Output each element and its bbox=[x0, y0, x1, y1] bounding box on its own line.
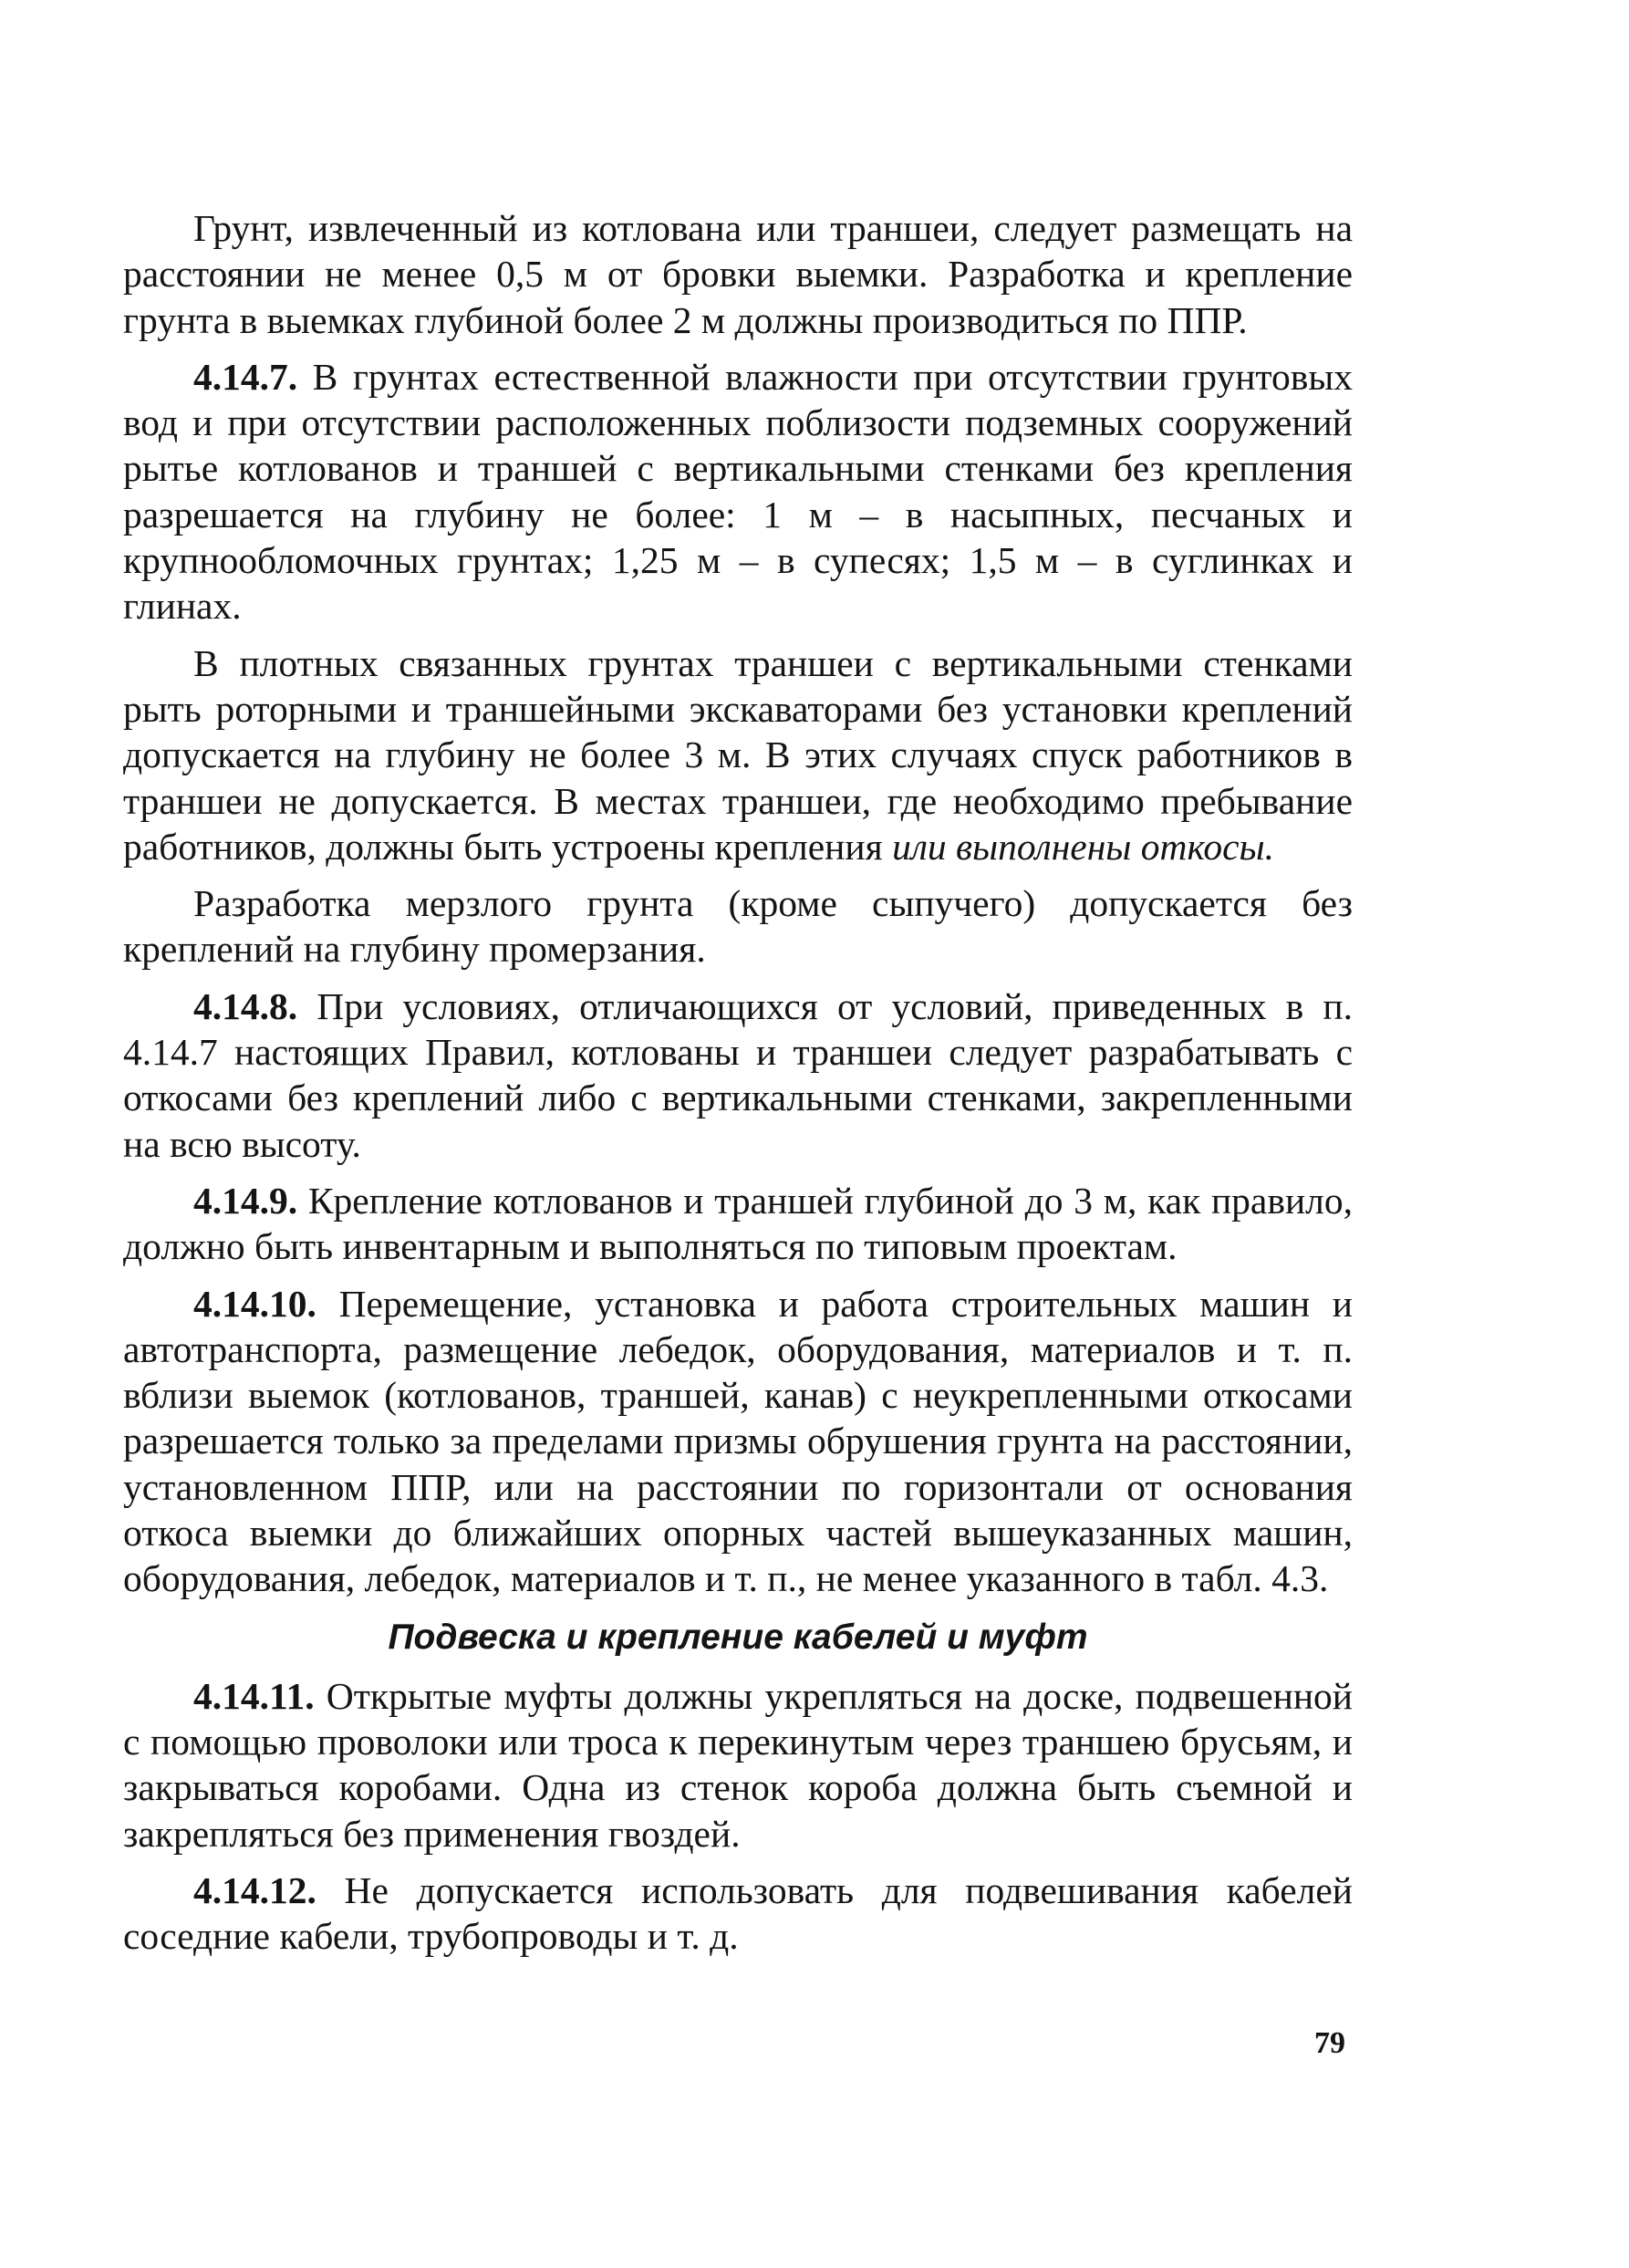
section-heading: Подвеска и крепление кабелей и муфт bbox=[388, 1617, 1088, 1657]
paragraph-text: При условиях, отличающихся от условий, приведенных в п. 4.14.7 настоящих Правил, котлованы и траншеи следует разрабатывать с откосами без креплений либо с вертикальными стенками, закрепленными на всю высоту. bbox=[123, 984, 1353, 1165]
paragraph-frozen-soil bbox=[123, 880, 1353, 973]
clause-number: 4.14.8. bbox=[193, 984, 298, 1027]
paragraph-4-14-8 bbox=[123, 983, 1353, 1167]
paragraph-text: Крепление котлованов и траншей глубиной до 3 м, как правило, должно быть инвентарным и выполняться по типовым проектам. bbox=[123, 1179, 1353, 1268]
paragraph-text: Не допускается использовать для подвешивания кабелей соседние кабели, трубопроводы и т. д. bbox=[123, 1868, 1353, 1958]
paragraph-text: В грунтах естественной влажности при отсутствии грунтовых вод и при отсутствии расположенных поблизости подземных сооружений рытье котлованов и траншей с вертикальными стенками без крепления разрешается на глубину не более: 1 м – в насыпных, песчаных и крупнообломочных грунтах; 1,25 м – в супесях; 1,5 м – в суглинках и глинах. bbox=[123, 355, 1353, 628]
paragraph-4-14-9 bbox=[123, 1178, 1353, 1270]
paragraph-4-14-12 bbox=[123, 1867, 1353, 1960]
clause-number: 4.14.10. bbox=[193, 1282, 316, 1325]
page-body bbox=[123, 205, 1353, 1959]
paragraph-dense-soils bbox=[123, 640, 1353, 869]
paragraph-4-14-11 bbox=[123, 1673, 1353, 1857]
paragraph-italic-text: или выполнены откосы. bbox=[892, 825, 1274, 868]
paragraph-text: Открытые муфты должны укрепляться на доске, подвешенной с помощью проволоки или троса к перекинутым через траншею брусьям, и закрываться коробами. Одна из стенок короба должна быть съемной и закрепляться без применения гвоздей. bbox=[123, 1674, 1353, 1855]
paragraph-soil-placement bbox=[123, 205, 1353, 343]
paragraph-text: В плотных связанных грунтах траншеи с вертикальными стенками рыть роторными и траншейными экскаваторами без установки креплений допускается на глубину не более 3 м. В этих случаях спуск работников в траншеи не допускается. В местах траншеи, где необходимо пребывание работников, должны быть устроены крепления bbox=[123, 641, 1353, 868]
clause-number: 4.14.9. bbox=[193, 1179, 298, 1222]
paragraph-4-14-7 bbox=[123, 354, 1353, 629]
paragraph-text: Перемещение, установка и работа строительных машин и автотранспорта, размещение лебедок, оборудования, материалов и т. п. вблизи выемок (котлованов, траншей, канав) с неукрепленными откосами разрешается только за пределами призмы обрушения грунта на расстоянии, установленном ППР, или на расстоянии по горизонтали от основания откоса выемки до ближайших опорных частей вышеуказанных машин, оборудования, лебедок, материалов и т. п., не менее указанного в табл. 4.3. bbox=[123, 1282, 1353, 1600]
paragraph-text: Разработка мерзлого грунта (кроме сыпучего) допускается без креплений на глубину промерзания. bbox=[123, 882, 1353, 971]
page-number: 79 bbox=[1314, 2026, 1345, 2060]
clause-number: 4.14.7. bbox=[193, 355, 298, 398]
paragraph-text: Грунт, извлеченный из котлована или траншеи, следует размещать на расстоянии не менее 0,5 м от бровки выемки. Разработка и крепление грунта в выемках глубиной более 2 м должны производиться по ППР. bbox=[123, 207, 1353, 341]
clause-number: 4.14.12. bbox=[193, 1868, 316, 1911]
clause-number: 4.14.11. bbox=[193, 1674, 315, 1717]
paragraph-4-14-10 bbox=[123, 1281, 1353, 1602]
